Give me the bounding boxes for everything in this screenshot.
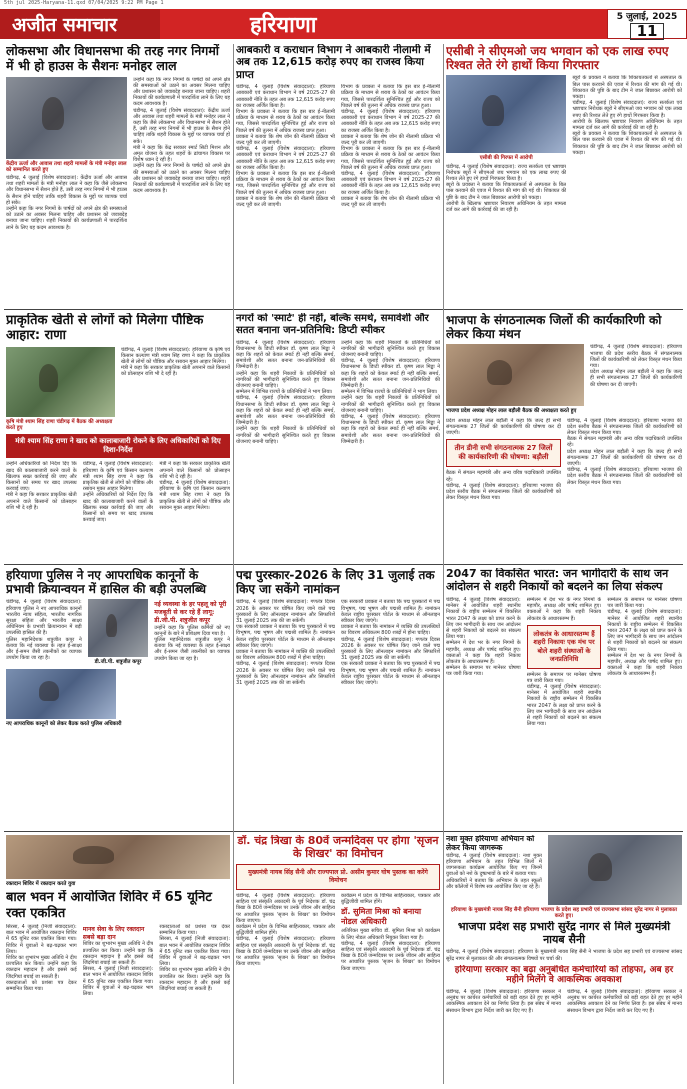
body-text: प्रवक्ता ने बताया कि शेष जोन की नीलामी प्रक्रिया भी जल्द पूरी कर ली जाएगी। (341, 195, 440, 208)
body-text: प्रदेश अध्यक्ष मोहन लाल बड़ौली ने कहा कि जल्द ही सभी संगठनात्मक 27 जिलों की कार्यकारिणी की घोषणा कर दी जाएगी। (590, 369, 682, 388)
body-text: प्रवक्ता ने बताया कि नामांकन में व्यक्ति की उपलब्धियों का विवरण अधिकतम 800 शब्दों में होना चाहिए। (341, 624, 440, 637)
body-text: चंडीगढ़, 4 जुलाई (विशेष संवाददाता): हरियाणा आबकारी एवं कराधान विभाग ने वर्ष 2025-27 की आबकारी नीति के तहत अब तक 12,615 करोड़ रुपए का राजस्व अर्जित किया है। (341, 170, 440, 196)
body-text: चंडीगढ़, 4 जुलाई (विशेष संवाददाता): हरियाणा सरकार ने अनुबंध पर कार्यरत कर्मचारियों को बड़ी राहत देते हुए हर महीने आकस्मिक अवकाश देने का निर्णय लिया है। इस संबंध में मानव संसाधन विभाग द्वारा निर्देश जारी कर दिए गए हैं। (567, 989, 682, 1014)
body-text: चंडीगढ़, 4 जुलाई (विशेष संवाददाता): हरियाणा के कृषि एवं किसान कल्याण मंत्री श्याम सिंह राणा ने कहा कि प्राकृतिक खेती से लोगों को पौष्टिक और रसायन मुक्त आहार मिलेगा। (121, 346, 230, 366)
news-photo (548, 835, 682, 905)
body-text: सम्मेलन के समापन पर मानेसर घोषणा पत्र जारी किया गया। (446, 665, 521, 678)
body-text: मंत्री ने कहा कि सरकार प्राकृतिक खेती अपनाने वाले किसानों को प्रोत्साहन राशि भी दे रही है। (6, 492, 77, 511)
print-slug: 5th jul 2025-Haryana-11.qxd 07/04/2025 9:22 PM Page 1 (4, 0, 164, 6)
body-text: चंडीगढ़, 4 जुलाई (विशेष संवाददाता): हरियाणा भाजपा की प्रदेश स्तरीय बैठक में संगठनात्मक जिलों की कार्यकारिणी को लेकर विस्तृत मंथन किया गया। (446, 482, 561, 502)
body-text: चंडीगढ़, 4 जुलाई (विशेष संवाददाता): नशा मुक्त हरियाणा अभियान के तहत विभिन्न जिलों में जागरूकता कार्यक्रम आयोजित किए गए जिनमें युवाओं को नशे के दुष्प्रभावों के बारे में बताया गया। (446, 852, 542, 878)
body-text: प्रदेश अध्यक्ष मोहन लाल बड़ौली ने कहा कि जल्द ही सभी संगठनात्मक 27 जिलों की कार्यकारिणी की घोषणा कर दी जाएगी। (567, 448, 682, 467)
body-text: चंडीगढ़, 4 जुलाई (विशेष संवाददाता): केंद्रीय ऊर्जा और आवास तथा शहरी मामलों के मंत्री मनोहर लाल ने कहा कि जैसे लोकसभा और विधानसभा में सैशन होते हैं, उसी तरह नगर निगमों में भी हाउस के सैशन होने चाहिएं ताकि शहरी विकास के मुद्दों पर व्यापक चर्चा हो सके। (6, 174, 128, 206)
body-text: चंडीगढ़, 4 जुलाई (विशेष संवाददाता): हरियाणा आबकारी एवं कराधान विभाग ने वर्ष 2025-27 की आबकारी नीति के तहत अब तक 12,615 करोड़ रुपए का राजस्व अर्जित किया है। (341, 108, 440, 134)
body-text: चंडीगढ़, 4 जुलाई (विशेष संवाददाता): हरियाणा सरकार ने अनुबंध पर कार्यरत कर्मचारियों को बड़ी राहत देते हुए हर महीने आकस्मिक अवकाश देने का निर्णय लिया है। इस संबंध में मानव संसाधन विभाग द्वारा निर्देश जारी कर दिए गए हैं। (446, 989, 561, 1014)
photo-caption: कृषि मंत्री श्याम सिंह राणा चंडीगढ़ में बैठक की अध्यक्षता करते हुए (6, 418, 113, 431)
headline: भाजपा प्रदेश सह प्रभारी सुरेंद्र नागर से मिले मुख्यमंत्री नायब सैनी (457, 921, 671, 947)
body-text: अतिरिक्त मुख्य सचिव डॉ. सुमिता मिश्रा को कार्यक्रम के लिए नोडल अधिकारी नियुक्त किया गया है। (341, 928, 440, 941)
body-text: चंडीगढ़, 4 जुलाई (विशेष संवाददाता): हरियाणा भाजपा की प्रदेश स्तरीय बैठक में संगठनात्मक जिलों की कार्यकारिणी को लेकर विस्तृत मंथन किया गया। (567, 467, 682, 486)
body-text: चंडीगढ़, 4 जुलाई (विशेष संवाददाता): हरियाणा भाजपा की प्रदेश स्तरीय बैठक में संगठनात्मक जिलों की कार्यकारिणी को लेकर विस्तृत मंथन किया गया। (590, 344, 682, 369)
story-natural-farming (6, 313, 230, 561)
body-text: चंडीगढ़, 4 जुलाई (विशेष संवाददाता): राज्य सतर्कता एवं भ्रष्टाचार निरोधक ब्यूरो ने सीएमओ जय भगवान को एक लाख रुपए की रिश्वत लेते हुए रंगे हाथों गिरफ्तार किया है। (446, 163, 567, 182)
sub-headline: डॉ. सुमिता मिश्रा को बनाया नोडल अधिकारी (341, 907, 422, 926)
news-photo (6, 347, 115, 417)
story-padma-awards (236, 568, 440, 828)
body-text: सम्मेलन में विभिन्न राज्यों के प्रतिनिधियों ने भाग लिया। (236, 389, 333, 396)
body-text: प्रवक्ता ने बताया कि शेष जोन की नीलामी प्रक्रिया भी जल्द पूरी कर ली जाएगी। (236, 195, 335, 208)
story-blood-donation (6, 835, 230, 1085)
body-text: चंडीगढ़, 4 जुलाई (विशेष संवाददाता): केंद्रीय ऊर्जा और आवास तथा शहरी मामलों के मंत्री मनोहर लाल ने कहा कि जैसे लोकसभा और विधानसभा में सैशन होते हैं, उसी तरह नगर निगमों में भी हाउस के सैशन होने चाहिएं ताकि शहरी विकास के मुद्दों पर व्यापक चर्चा हो सके। (133, 107, 230, 145)
body-text: एक सरकारी प्रवक्ता ने बताया कि पद्म पुरस्कारों में पद्म विभूषण, पद्म भूषण और पद्मश्री शामिल हैं। नामांकन केवल राष्ट्रीय पुरस्कार पोर्टल के माध्यम से ऑनलाइन स्वीकार किए जाएंगे। (341, 599, 440, 624)
body-text: आरोपी के खिलाफ भ्रष्टाचार निवारण अधिनियम के तहत मामला दर्ज कर आगे की कार्रवाई की जा रही है। (572, 118, 682, 131)
body-text: चंडीगढ़, 4 जुलाई (विशेष संवाददाता): हरियाणा के मुख्यमंत्री नायब सिंह सैनी ने भाजपा के प्रदेश सह प्रभारी एवं राज्यसभा सांसद सुरेंद्र नागर से मुलाकात की और संगठनात्मक विषयों पर चर्चा की। (446, 949, 682, 962)
story-smart-cities (236, 313, 440, 561)
body-text: चंडीगढ़, 4 जुलाई (विशेष संवाददाता): हरियाणा विधानसभा के डिप्टी स्पीकर डॉ. कृष्ण लाल मिड्ढा ने कहा कि शहरों को केवल स्मार्ट ही नहीं बल्कि समर्थ, समावेशी और सतत बनाना जन-प्रतिनिधियों की जिम्मेदारी है। (341, 414, 440, 445)
headline: डॉ. चंद्र त्रिखा के 80वें जन्मदिवस पर होगा 'सृजन के शिखर' का विमोचन (237, 835, 439, 860)
pull-quote: लोकतंत्र के आधारस्तम्भ हैं शहरी निकायः एक मंच पर बोले शहरी संस्थाओं के जनप्रतिनिधि (527, 625, 602, 669)
issue-date: 5 जुलाई, 2025 (616, 11, 678, 22)
body-text: विभाग के प्रवक्ता ने बताया कि इस बार ई-नीलामी प्रक्रिया के माध्यम से शराब के ठेकों का आवंटन किया गया, जिससे पारदर्शिता सुनिश्चित हुई और राज्य को पिछले वर्ष की तुलना में अधिक राजस्व प्राप्त हुआ। (341, 146, 440, 171)
body-text: प्रवक्ता ने बताया कि नामांकन में व्यक्ति की उपलब्धियों का विवरण अधिकतम 800 शब्दों में होना चाहिए। (236, 648, 335, 662)
headline: हरियाणा पुलिस ने नए आपराधिक कानूनों के प्रभावी क्रियान्वयन में हासिल की बड़ी उपलब्धि (6, 568, 206, 597)
news-photo (446, 344, 584, 406)
news-photo (446, 75, 566, 153)
news-photo (6, 669, 116, 719)
headline: लोकसभा और विधानसभा की तरह नगर निगमों में भी हो हाउस के सैशनः मनोहर लाल (6, 44, 220, 73)
body-text: चंडीगढ़, 4 जुलाई (विशेष संवाददाता): हरियाणा विधानसभा के डिप्टी स्पीकर डॉ. कृष्ण लाल मिड्ढा ने कहा कि शहरों को केवल स्मार्ट ही नहीं बल्कि समर्थ, समावेशी और सतत बनाना जन-प्रतिनिधियों की जिम्मेदारी है। (341, 358, 440, 390)
divider (4, 309, 683, 310)
headline: नगरों को 'स्मार्ट' ही नहीं, बल्कि समर्थ, समावेशी और सतत बनाना जन-प्रतिनिधि: डिप्टी स्पीकर (236, 313, 429, 336)
story-acb-arrest (446, 44, 682, 306)
body-text: विभाग के प्रवक्ता ने बताया कि इस बार ई-नीलामी प्रक्रिया के माध्यम से शराब के ठेकों का आवंटन किया गया, जिससे पारदर्शिता सुनिश्चित हुई और राज्य को पिछले वर्ष की तुलना में अधिक राजस्व प्राप्त हुआ। (236, 108, 335, 134)
body-text: चंडीगढ़, 4 जुलाई (विशेष संवाददाता): हरियाणा साहित्य एवं संस्कृति अकादमी के पूर्व निदेशक डॉ. चंद्र त्रिखा के 80वें जन्मदिवस पर उनके जीवन और साहित्य पर आधारित पुस्तक 'सृजन के शिखर' का विमोचन किया जाएगा। (236, 893, 335, 924)
body-text: प्रदेश अध्यक्ष मोहन लाल बड़ौली ने कहा कि जल्द ही सभी संगठनात्मक 27 जिलों की कार्यकारिणी की घोषणा कर दी जाएगी। (446, 417, 561, 436)
body-text: चंडीगढ़, 4 जुलाई (विशेष संवाददाता): मानेसर में आयोजित शहरी स्थानीय निकायों के राष्ट्रीय सम्मेलन में विकसित भारत 2047 के लक्ष्य को प्राप्त करने के लिए जन भागीदारी के साथ जन आंदोलन से शहरी निकायों को बदलने का संकल्प लिया गया। (607, 609, 682, 653)
body-text: चंडीगढ़, 4 जुलाई (विशेष संवाददाता): राज्य सतर्कता एवं भ्रष्टाचार निरोधक ब्यूरो ने सीएमओ जय भगवान को एक लाख रुपए की रिश्वत लेते हुए रंगे हाथों गिरफ्तार किया है। (572, 100, 682, 119)
headline: भाजपा के संगठनात्मक जिलों की कार्यकारिणी को लेकर किया मंथन (446, 313, 662, 342)
body-text: चंडीगढ़, 4 जुलाई (विशेष संवाददाता): हरियाणा के कृषि एवं किसान कल्याण मंत्री श्याम सिंह राणा ने कहा कि प्राकृतिक खेती से लोगों को पौष्टिक और रसायन मुक्त आहार मिलेगा। (82, 461, 154, 493)
headline: नशा मुक्त हरियाणा अभियान को लेकर किया जागरूक (446, 835, 535, 852)
story-police-laws (6, 568, 230, 828)
body-text: बैठक में संगठन महामंत्री और अन्य वरिष्ठ पदाधिकारी उपस्थित रहे। (446, 470, 561, 483)
photo-caption: हरियाणा के मुख्यमंत्री नायब सिंह सैनी हरियाणा भाजपा के प्रदेश सह प्रभारी एवं राज्यसभा सांसद सुरेंद्र नागर से मुलाकात करते हुए। (450, 907, 678, 920)
photo-caption: भाजपा प्रदेश अध्यक्ष मोहन लाल बड़ौली बैठक की अध्यक्षता करते हुए (446, 408, 577, 415)
body-text: उन्होंने कहा कि नगर निगमों के पार्षदों को अपने क्षेत्र की समस्याओं को उठाने का अवसर मिलना चाहिए और प्रशासन को जवाबदेह बनाया जाना चाहिए। शहरी निकायों की कार्यप्रणाली में पारदर्शिता लाने के लिए यह कदम आवश्यक है। (133, 76, 230, 108)
body-text: मंत्री ने कहा कि सरकार प्राकृतिक खेती अपनाने वाले किसानों को प्रोत्साहन राशि भी दे रही है। (159, 461, 230, 480)
body-text: शिविर का शुभारंभ मुख्य अतिथि ने दीप प्रज्वलित कर किया। उन्होंने कहा कि रक्तदान महादान है और इससे कई जिंदगियां बचाई जा सकती हैं। (159, 967, 230, 992)
body-text: प्रवक्ता ने बताया कि शेष जोन की नीलामी प्रक्रिया भी जल्द पूरी कर ली जाएगी। (341, 133, 440, 146)
body-text: पुलिस महानिदेशक शत्रुजीत कपूर ने बताया कि नई व्यवस्था के तहत ई-साक्ष्य और ई-समन जैसी तकनीकों का व्यापक उपयोग किया जा रहा है। (6, 636, 82, 662)
body-text: उन्होंने कहा कि शहरी निकायों के प्रतिनिधियों को नागरिकों की भागीदारी सुनिश्चित करते हुए विकास योजनाएं बनानी चाहिएं। (236, 426, 335, 445)
pull-quote: तीन डीनी सभी संगठनात्मक 27 जिलों की कार्यकारिणी की घोषणा: बड़ौली (446, 439, 561, 467)
body-text: उन्होंने कहा कि शहरी निकायों के प्रतिनिधियों को नागरिकों की भागीदारी सुनिश्चित करते हुए विकास योजनाएं बनानी चाहिएं। (341, 339, 440, 358)
body-text: मंत्री ने कहा कि केंद्र सरकार स्मार्ट सिटी मिशन और अमृत योजना के तहत शहरों के ढांचागत विकास पर विशेष ध्यान दे रही है। (133, 144, 230, 164)
headline: हरियाणा सरकार का बढ़ा अनुबंधित कर्मचारियों को तोहफा, अब हर महीने मिलेंगे वे आकस्मिक अवकाश (454, 964, 674, 986)
divider (4, 564, 683, 565)
body-text: चंडीगढ़, 4 जुलाई (विशेष संवाददाता): हरियाणा आबकारी एवं कराधान विभाग ने वर्ष 2025-27 की आबकारी नीति के तहत अब तक 12,615 करोड़ रुपए का राजस्व अर्जित किया है। (236, 146, 335, 171)
body-text: ब्यूरो के प्रवक्ता ने बताया कि शिकायतकर्ता से अस्पताल के बिल पास करवाने की एवज में रिश्वत की मांग की गई थी। शिकायत की पुष्टि के बाद टीम ने जाल बिछाकर आरोपी को पकड़ा। (572, 131, 682, 156)
body-text: एक सरकारी प्रवक्ता ने बताया कि पद्म पुरस्कारों में पद्म विभूषण, पद्म भूषण और पद्मश्री शामिल हैं। नामांकन केवल राष्ट्रीय पुरस्कार पोर्टल के माध्यम से ऑनलाइन स्वीकार किए जाएंगे। (236, 624, 335, 649)
body-text: चंडीगढ़, 4 जुलाई (विशेष संवाददाता): हरियाणा विधानसभा के डिप्टी स्पीकर डॉ. कृष्ण लाल मिड्ढा ने कहा कि शहरों को केवल स्मार्ट ही नहीं बल्कि समर्थ, समावेशी और सतत बनाना जन-प्रतिनिधियों की जिम्मेदारी है। (236, 339, 335, 371)
photo-caption: डी.जी.पी. शत्रुजीत कपूर (94, 659, 142, 666)
story-excise-revenue (236, 44, 440, 306)
body-text: चंडीगढ़, 4 जुलाई (विशेष संवाददाता): हरियाणा भाजपा की प्रदेश स्तरीय बैठक में संगठनात्मक जिलों की कार्यकारिणी को लेकर विस्तृत मंथन किया गया। (567, 417, 682, 436)
body-text: चंडीगढ़, 4 जुलाई (विशेष संवाददाता): हरियाणा साहित्य एवं संस्कृति अकादमी के पूर्व निदेशक डॉ. चंद्र त्रिखा के 80वें जन्मदिवस पर उनके जीवन और साहित्य पर आधारित पुस्तक 'सृजन के शिखर' का विमोचन किया जाएगा। (341, 940, 440, 972)
headline: प्राकृतिक खेती से लोगों को मिलेगा पौष्टिक आहार: राणा (6, 313, 204, 344)
body-text: अधिकारियों ने बताया कि अभियान के तहत स्कूलों और कॉलेजों में विशेष सत्र आयोजित किए जा रहे हैं। (446, 877, 542, 890)
photo-caption: रक्तदान शिविर में रक्तदान करते युवा (6, 881, 76, 887)
news-photo (6, 835, 230, 879)
body-text: शिविर का शुभारंभ मुख्य अतिथि ने दीप प्रज्वलित कर किया। उन्होंने कहा कि रक्तदान महादान है और इससे कई जिंदगियां बचाई जा सकती हैं। (82, 941, 154, 966)
body-text: विभाग के प्रवक्ता ने बताया कि इस बार ई-नीलामी प्रक्रिया के माध्यम से शराब के ठेकों का आवंटन किया गया, जिससे पारदर्शिता सुनिश्चित हुई और राज्य को पिछले वर्ष की तुलना में अधिक राजस्व प्राप्त हुआ। (236, 170, 335, 196)
body-text: चंडीगढ़, 4 जुलाई (विशेष संवाददाता): हरियाणा साहित्य एवं संस्कृति अकादमी के पूर्व निदेशक डॉ. चंद्र त्रिखा के 80वें जन्मदिवस पर उनके जीवन और साहित्य पर आधारित पुस्तक 'सृजन के शिखर' का विमोचन किया जाएगा। (236, 936, 335, 968)
body-text: चंडीगढ़, 4 जुलाई (विशेष संवाददाता): गणतंत्र दिवस 2026 के अवसर पर घोषित किए जाने वाले पद्म पुरस्कारों के लिए ऑनलाइन नामांकन और सिफारिशें 31 जुलाई 2025 तक की जा सकेंगी। (341, 636, 440, 662)
story-book-launch (236, 835, 440, 1085)
page-number: 11 (630, 23, 665, 40)
body-text: सम्मेलन के समापन पर मानेसर घोषणा पत्र जारी किया गया। (607, 596, 682, 610)
body-text: उन्होंने कहा कि शहरी निकायों के प्रतिनिधियों को नागरिकों की भागीदारी सुनिश्चित करते हुए विकास योजनाएं बनानी चाहिएं। (236, 370, 335, 390)
pull-quote: मुख्यमंत्री नायब सिंह सैनी और राज्यपाल प्रो. असीम कुमार घोष पुस्तक का करेंगे विमोचन (236, 864, 440, 890)
body-text: ब्यूरो के प्रवक्ता ने बताया कि शिकायतकर्ता से अस्पताल के बिल पास करवाने की एवज में रिश्वत की मांग की गई थी। शिकायत की पुष्टि के बाद टीम ने जाल बिछाकर आरोपी को पकड़ा। (572, 75, 682, 100)
body-text: चंडीगढ़, 4 जुलाई (विशेष संवाददाता): हरियाणा के कृषि एवं किसान कल्याण मंत्री श्याम सिंह राणा ने कहा कि प्राकृतिक खेती से लोगों को पौष्टिक और रसायन मुक्त आहार मिलेगा। (159, 479, 230, 511)
sub-headline: मंत्री श्याम सिंह राणा ने खाद को कालाबाजारी रोकने के लिए अधिकारियों को दिए दिशा-निर्देश (6, 434, 230, 458)
headline: पद्म पुरस्कार-2026 के लिए 31 जुलाई तक किए जा सकेंगे नामांकन (236, 568, 435, 597)
headline: 2047 का विकसित भारत: जन भागीदारी के साथ जन आंदोलन से शहरी निकायों को बदलने का लिया संकल्प (446, 568, 669, 593)
body-text: कार्यक्रम में प्रदेश के विभिन्न साहित्यकार, पत्रकार और बुद्धिजीवी शामिल होंगे। (236, 924, 335, 937)
body-text: चंडीगढ़, 4 जुलाई (विशेष संवाददाता): हरियाणा विधानसभा के डिप्टी स्पीकर डॉ. कृष्ण लाल मिड्ढा ने कहा कि शहरों को केवल स्मार्ट ही नहीं बल्कि समर्थ, समावेशी और सतत बनाना जन-प्रतिनिधियों की जिम्मेदारी है। (236, 395, 335, 427)
body-text: सिरसा, 4 जुलाई (निजी संवाददाता): बाल भवन में आयोजित रक्तदान शिविर में 65 यूनिट रक्त एकत्रित किया गया। शिविर में युवाओं ने बढ़-चढ़कर भाग लिया। (82, 966, 154, 998)
body-text: मंत्री ने कहा कि सरकार प्राकृतिक खेती अपनाने वाले किसानों को प्रोत्साहन राशि भी दे रही है। (121, 365, 230, 378)
body-text: सम्मेलन में देश भर के नगर निगमों के महापौर, अध्यक्ष और पार्षद शामिल हुए। वक्ताओं ने कहा कि शहरी निकाय लोकतंत्र के आधारस्तम्भ हैं। (446, 640, 521, 665)
story-viksit-bharat (446, 568, 682, 828)
body-text: सिरसा, 4 जुलाई (निजी संवाददाता): बाल भवन में आयोजित रक्तदान शिविर में 65 यूनिट रक्त एकत्रित किया गया। शिविर में युवाओं ने बढ़-चढ़कर भाग लिया। (6, 923, 77, 955)
sub-headline: मानव सेवा के लिए रक्तदान सबसे बड़ा दान (82, 925, 145, 941)
body-text: सम्मेलन में विभिन्न राज्यों के प्रतिनिधियों ने भाग लिया। (341, 389, 438, 396)
body-text: बैठक में संगठन महामंत्री और अन्य वरिष्ठ पदाधिकारी उपस्थित रहे। (567, 436, 682, 449)
body-text: चंडीगढ़, 4 जुलाई (विशेष संवाददाता): हरियाणा पुलिस ने नए आपराधिक कानूनों भारतीय न्याय संहिता, भारतीय नागरिक सुरक्षा संहिता और भारतीय साक्ष्य अधिनियम के प्रभावी क्रियान्वयन में बड़ी उपलब्धि हासिल की है। (6, 599, 82, 637)
body-text: उन्होंने कहा कि नगर निगमों के पार्षदों को अपने क्षेत्र की समस्याओं को उठाने का अवसर मिलना चाहिए और प्रशासन को जवाबदेह बनाया जाना चाहिए। शहरी निकायों की कार्यप्रणाली में पारदर्शिता लाने के लिए यह कदम आवश्यक है। (6, 205, 128, 231)
sub-headline: नई व्यवस्था के हर पहलू को पूरी मजबूती से कर रहे हैं लागू: डी.जी.पी. शत्रुजीत कपूर (154, 601, 227, 624)
newspaper-name: अजीत समाचार (0, 9, 160, 39)
portrait-photo (88, 599, 149, 657)
body-text: चंडीगढ़, 4 जुलाई (विशेष संवाददाता): गणतंत्र दिवस 2026 के अवसर पर घोषित किए जाने वाले पद्म पुरस्कारों के लिए ऑनलाइन नामांकन और सिफारिशें 31 जुलाई 2025 तक की जा सकेंगी। (236, 661, 335, 686)
body-text: सिरसा, 4 जुलाई (निजी संवाददाता): बाल भवन में आयोजित रक्तदान शिविर में 65 यूनिट रक्त एकत्रित किया गया। शिविर में युवाओं ने बढ़-चढ़कर भाग लिया। (159, 936, 230, 968)
masthead (0, 9, 687, 39)
body-text: चंडीगढ़, 4 जुलाई (विशेष संवाददाता): मानेसर में आयोजित शहरी स्थानीय निकायों के राष्ट्रीय सम्मेलन में विकसित भारत 2047 के लक्ष्य को प्राप्त करने के लिए जन भागीदारी के साथ जन आंदोलन से शहरी निकायों को बदलने का संकल्प लिया गया। (526, 683, 602, 728)
photo-caption: एसीबी की गिरफ्त में आरोपी (479, 155, 533, 162)
body-text: ब्यूरो के प्रवक्ता ने बताया कि शिकायतकर्ता से अस्पताल के बिल पास करवाने की एवज में रिश्वत की मांग की गई थी। शिकायत की पुष्टि के बाद टीम ने जाल बिछाकर आरोपी को पकड़ा। (446, 182, 567, 201)
body-text: शिविर का शुभारंभ मुख्य अतिथि ने दीप प्रज्वलित कर किया। उन्होंने कहा कि रक्तदान महादान है और इससे कई जिंदगियां बचाई जा सकती हैं। (6, 954, 77, 980)
photo-caption: नए आपराधिक कानूनों को लेकर बैठक करते पुलिस अधिकारी (6, 720, 122, 727)
section-title: हरियाणा (160, 9, 607, 39)
body-text: चंडीगढ़, 4 जुलाई (विशेष संवाददाता): हरियाणा आबकारी एवं कराधान विभाग ने वर्ष 2025-27 की आबकारी नीति के तहत अब तक 12,615 करोड़ रुपए का राजस्व अर्जित किया है। (236, 84, 335, 109)
news-photo (6, 77, 127, 159)
body-text: उन्होंने कहा कि पुलिस कर्मियों को नए कानूनों के बारे में प्रशिक्षण दिया गया है। (154, 624, 230, 637)
body-text: एक सरकारी प्रवक्ता ने बताया कि पद्म पुरस्कारों में पद्म विभूषण, पद्म भूषण और पद्मश्री शामिल हैं। नामांकन केवल राष्ट्रीय पुरस्कार पोर्टल के माध्यम से ऑनलाइन स्वीकार किए जाएंगे। (341, 661, 440, 686)
body-text: उन्होंने अधिकारियों को निर्देश दिए कि खाद की कालाबाजारी करने वालों के खिलाफ सख्त कार्रवाई की जाए और किसानों को समय पर खाद उपलब्ध करवाई जाए। (6, 461, 77, 493)
body-text: विभाग के प्रवक्ता ने बताया कि इस बार ई-नीलामी प्रक्रिया के माध्यम से शराब के ठेकों का आवंटन किया गया, जिससे पारदर्शिता सुनिश्चित हुई और राज्य को पिछले वर्ष की तुलना में अधिक राजस्व प्राप्त हुआ। (341, 84, 440, 109)
body-text: चंडीगढ़, 4 जुलाई (विशेष संवाददाता): गणतंत्र दिवस 2026 के अवसर पर घोषित किए जाने वाले पद्म पुरस्कारों के लिए ऑनलाइन नामांकन और सिफारिशें 31 जुलाई 2025 तक की जा सकेंगी। (236, 599, 335, 624)
body-text: चंडीगढ़, 4 जुलाई (विशेष संवाददाता): मानेसर में आयोजित शहरी स्थानीय निकायों के राष्ट्रीय सम्मेलन में विकसित भारत 2047 के लक्ष्य को प्राप्त करने के लिए जन भागीदारी के साथ जन आंदोलन से शहरी निकायों को बदलने का संकल्प लिया गया। (446, 596, 521, 641)
story-right-bottom (446, 835, 682, 1085)
column-divider (233, 44, 234, 1084)
photo-caption: केंद्रीय ऊर्जा और आवास तथा शहरी मामलों के मंत्री मनोहर लाल को सम्मानित करते हुए (6, 160, 127, 173)
divider (4, 831, 683, 832)
body-text: पुलिस महानिदेशक शत्रुजीत कपूर ने बताया कि नई व्यवस्था के तहत ई-साक्ष्य और ई-समन जैसी तकनीकों का व्यापक उपयोग किया जा रहा है। (154, 636, 230, 662)
body-text: सम्मेलन में देश भर के नगर निगमों के महापौर, अध्यक्ष और पार्षद शामिल हुए। वक्ताओं ने कहा कि शहरी निकाय लोकतंत्र के आधारस्तम्भ हैं। (607, 652, 682, 678)
body-text: सम्मेलन के समापन पर मानेसर घोषणा पत्र जारी किया गया। (526, 671, 602, 684)
body-text: उन्होंने अधिकारियों को निर्देश दिए कि खाद की कालाबाजारी करने वालों के खिलाफ सख्त कार्रवाई की जाए और किसानों को समय पर खाद उपलब्ध करवाई जाए। (82, 492, 154, 524)
body-text: सम्मेलन में देश भर के नगर निगमों के महापौर, अध्यक्ष और पार्षद शामिल हुए। वक्ताओं ने कहा कि शहरी निकाय लोकतंत्र के आधारस्तम्भ हैं। (526, 596, 602, 622)
body-text: उन्होंने कहा कि शहरी निकायों के प्रतिनिधियों को नागरिकों की भागीदारी सुनिश्चित करते हुए विकास योजनाएं बनानी चाहिएं। (341, 395, 440, 414)
body-text: उन्होंने कहा कि नगर निगमों के पार्षदों को अपने क्षेत्र की समस्याओं को उठाने का अवसर मिलना चाहिए और प्रशासन को जवाबदेह बनाया जाना चाहिए। शहरी निकायों की कार्यप्रणाली में पारदर्शिता लाने के लिए यह कदम आवश्यक है। (133, 163, 230, 195)
body-text: आरोपी के खिलाफ भ्रष्टाचार निवारण अधिनियम के तहत मामला दर्ज कर आगे की कार्रवाई की जा रही है। (446, 200, 567, 213)
headline: बाल भवन में आयोजित शिविर में 65 यूनिट रक्त एकत्रित (6, 890, 212, 921)
column-divider (443, 44, 444, 1084)
date-page-box (607, 9, 687, 39)
body-text: रक्तदाताओं को प्रशंसा पत्र देकर सम्मानित किया गया। (159, 923, 230, 937)
body-text: रक्तदाताओं को प्रशंसा पत्र देकर सम्मानित किया गया। (6, 979, 77, 992)
story-loksabha (6, 44, 230, 306)
headline: एसीबी ने सीएमओ जय भगवान को एक लाख रुपए रिश्वत लेते रंगे हाथों किया गिरफ्तार (446, 44, 669, 73)
body-text: कार्यक्रम में प्रदेश के विभिन्न साहित्यकार, पत्रकार और बुद्धिजीवी शामिल होंगे। (341, 893, 440, 906)
story-bjp-executive (446, 313, 682, 561)
headline: आबकारी व कराधान विभाग ने आबकारी नीलामी में अब तक 12,615 करोड़ रुपए का राजस्व किया प्राप्त (236, 44, 431, 81)
body-text: प्रवक्ता ने बताया कि शेष जोन की नीलामी प्रक्रिया भी जल्द पूरी कर ली जाएगी। (236, 133, 335, 146)
